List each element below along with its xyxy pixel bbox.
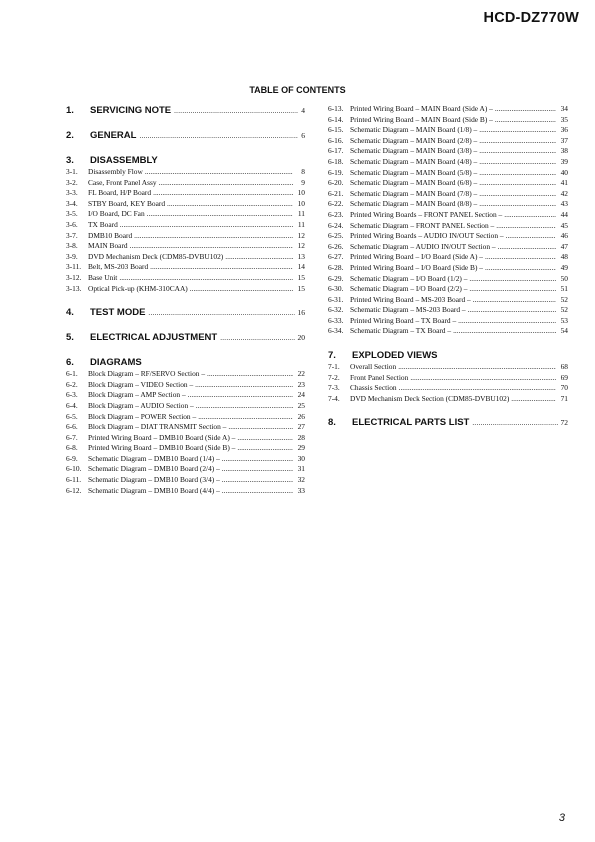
item-page: 69 [560, 372, 568, 382]
item-number: 6-8. [66, 443, 78, 453]
item-page: 42 [560, 188, 568, 198]
item-page: 10 [297, 198, 305, 208]
dot-leader [498, 242, 556, 253]
dot-leader [469, 274, 556, 285]
toc-item[interactable] [66, 199, 305, 210]
item-page: 33 [297, 485, 305, 495]
item-page: 68 [560, 362, 568, 372]
item-label: Schematic Diagram – FRONT PANEL Section – [350, 220, 495, 230]
dot-leader [228, 422, 293, 433]
toc-item[interactable] [66, 412, 305, 423]
dot-leader [174, 105, 298, 118]
toc-item[interactable] [328, 252, 568, 263]
toc-item[interactable] [328, 295, 568, 306]
item-number: 6-9. [66, 453, 78, 463]
item-page: 51 [560, 284, 568, 294]
section-label: DISASSEMBLY [90, 155, 158, 166]
toc-item[interactable] [328, 168, 568, 179]
item-number: 6-6. [66, 422, 78, 432]
dot-leader [190, 284, 293, 295]
toc-item[interactable] [66, 401, 305, 412]
item-label: Schematic Diagram – DMB10 Board (3/4) – [88, 475, 220, 485]
dot-leader [120, 220, 293, 231]
item-label: Printed Wiring Board – TX Board – [350, 315, 457, 325]
item-page: 11 [297, 209, 305, 219]
item-number: 6-30. [328, 284, 344, 294]
item-number: 7-2. [328, 372, 340, 382]
item-number: 6-14. [328, 114, 344, 124]
diagrams-items-right [328, 104, 568, 337]
item-number: 6-33. [328, 315, 344, 325]
item-page: 34 [560, 104, 568, 113]
item-label: Schematic Diagram – MS-203 Board – [350, 305, 466, 315]
dot-leader [150, 262, 293, 273]
dot-leader [134, 231, 293, 242]
dot-leader [506, 231, 556, 242]
toc-item[interactable] [328, 394, 568, 405]
toc-section-general[interactable] [66, 129, 305, 142]
item-number: 6-26. [328, 241, 344, 251]
section-label: SERVICING NOTE [90, 105, 172, 116]
diagrams-items-left [66, 369, 305, 496]
toc-section-electrical-parts-list[interactable] [328, 416, 568, 429]
dot-leader [195, 380, 293, 391]
section-page: 72 [560, 418, 568, 428]
dot-leader [458, 316, 556, 327]
item-number: 6-24. [328, 220, 344, 230]
toc-item[interactable] [328, 199, 568, 210]
toc-item[interactable] [328, 263, 568, 274]
item-number: 6-13. [328, 104, 344, 113]
item-label: Block Diagram – AUDIO Section – [88, 400, 194, 410]
item-label: Printed Wiring Board – DMB10 Board (Side A) – [88, 432, 236, 442]
item-page: 53 [560, 315, 568, 325]
item-label: Block Diagram – RF/SERVO Section – [88, 369, 206, 379]
dot-leader [473, 295, 556, 306]
item-page: 37 [560, 135, 568, 145]
item-number: 3-12. [66, 272, 82, 282]
dot-leader [139, 130, 298, 143]
item-page: 29 [297, 443, 305, 453]
toc-item[interactable] [328, 274, 568, 285]
toc-item[interactable] [328, 305, 568, 316]
item-page: 70 [560, 383, 568, 393]
toc-item[interactable] [328, 210, 568, 221]
toc-item[interactable] [66, 209, 305, 220]
item-label: Optical Pick-up (KHM-310CAA) [88, 283, 188, 293]
item-number: 6-32. [328, 305, 344, 315]
dot-leader [222, 486, 293, 497]
dot-leader [485, 252, 556, 263]
section-label: GENERAL [90, 130, 137, 141]
section-number: 3. [66, 155, 74, 166]
item-page: 35 [560, 114, 568, 124]
item-number: 6-31. [328, 294, 344, 304]
item-label: TX Board [88, 219, 118, 229]
toc-item[interactable] [328, 146, 568, 157]
model-number: HCD-DZ770W [483, 10, 579, 26]
item-number: 6-18. [328, 156, 344, 166]
toc-item[interactable] [66, 284, 305, 295]
item-page: 26 [297, 411, 305, 421]
item-label: Schematic Diagram – TX Board – [350, 326, 452, 336]
dot-leader [198, 412, 293, 423]
item-number: 6-21. [328, 188, 344, 198]
toc-item[interactable] [328, 373, 568, 384]
item-label: Base Unit [88, 272, 118, 282]
dot-leader [398, 362, 556, 373]
item-label: I/O Board, DC Fan [88, 209, 145, 219]
item-label: Schematic Diagram – DMB10 Board (1/4) – [88, 453, 220, 463]
dot-leader [410, 373, 556, 384]
toc-item[interactable] [66, 433, 305, 444]
item-page: 54 [560, 326, 568, 336]
dot-leader [399, 383, 556, 394]
section-page: 4 [301, 106, 305, 115]
section-label: ELECTRICAL PARTS LIST [352, 417, 470, 429]
item-page: 27 [297, 422, 305, 432]
dot-leader [196, 401, 293, 412]
item-number: 6-15. [328, 125, 344, 135]
item-page: 12 [297, 241, 305, 251]
section-number: 5. [66, 332, 74, 344]
item-number: 6-20. [328, 178, 344, 188]
toc-item[interactable] [66, 273, 305, 284]
item-number: 3-3. [66, 188, 78, 198]
item-number: 3-1. [66, 167, 78, 176]
item-number: 3-6. [66, 219, 78, 229]
toc-item[interactable] [66, 475, 305, 486]
toc-section-diagrams[interactable] [66, 356, 305, 369]
item-number: 6-34. [328, 326, 344, 336]
toc-item[interactable] [66, 252, 305, 263]
item-page: 45 [560, 220, 568, 230]
toc-item[interactable] [66, 422, 305, 433]
item-number: 6-7. [66, 432, 78, 442]
dot-leader [511, 394, 556, 405]
item-page: 47 [560, 241, 568, 251]
item-page: 41 [560, 178, 568, 188]
item-page: 40 [560, 167, 568, 177]
dot-leader [159, 178, 293, 189]
toc-item[interactable] [66, 390, 305, 401]
dot-leader [495, 115, 556, 126]
item-number: 3-13. [66, 283, 82, 293]
item-number: 7-4. [328, 393, 340, 403]
toc-item[interactable] [66, 369, 305, 380]
item-label: Block Diagram – VIDEO Section – [88, 379, 194, 389]
section-number: 6. [66, 357, 74, 369]
toc-item[interactable] [328, 362, 568, 373]
toc-item[interactable] [328, 231, 568, 242]
item-page: 50 [560, 273, 568, 283]
item-number: 6-5. [66, 411, 78, 421]
item-label: Printed Wiring Board – MAIN Board (Side B) – [350, 114, 493, 124]
toc-section-disassembly[interactable] [66, 154, 305, 167]
item-number: 3-9. [66, 251, 78, 261]
dot-leader [479, 136, 556, 147]
item-page: 52 [560, 294, 568, 304]
toc-item[interactable] [328, 157, 568, 168]
dot-leader [237, 443, 293, 454]
item-label: Printed Wiring Board – I/O Board (Side B) – [350, 262, 483, 272]
dot-leader [153, 188, 293, 199]
section-label: ELECTRICAL ADJUSTMENT [90, 332, 218, 344]
item-label: Schematic Diagram – MAIN Board (4/8) – [350, 156, 478, 166]
item-number: 6-16. [328, 135, 344, 145]
item-page: 11 [297, 219, 305, 229]
page-number: 3 [558, 812, 565, 824]
item-number: 6-19. [328, 167, 344, 177]
item-number: 3-11. [66, 262, 82, 272]
dot-leader [220, 332, 294, 345]
dot-leader [485, 263, 556, 274]
toc-section-exploded-views[interactable] [328, 349, 568, 362]
toc-item[interactable] [328, 125, 568, 136]
item-label: Overall Section [350, 362, 397, 372]
dot-leader [145, 167, 293, 178]
item-number: 6-28. [328, 262, 344, 272]
dot-leader [222, 454, 293, 465]
dot-leader [479, 125, 556, 136]
item-label: Printed Wiring Board – DMB10 Board (Side B) – [88, 443, 236, 453]
item-label: STBY Board, KEY Board [88, 198, 166, 208]
item-number: 6-2. [66, 379, 78, 389]
item-label: Chassis Section [350, 383, 397, 393]
item-page: 14 [297, 262, 305, 272]
item-page: 30 [297, 453, 305, 463]
item-label: Printed Wiring Board – MS-203 Board – [350, 294, 471, 304]
dot-leader [237, 433, 293, 444]
toc-item[interactable] [66, 178, 305, 189]
item-number: 6-3. [66, 390, 78, 400]
dot-leader [468, 305, 556, 316]
toc-item[interactable] [328, 383, 568, 394]
toc-item[interactable] [66, 231, 305, 242]
toc-right-column [328, 104, 568, 429]
item-label: Printed Wiring Boards – AUDIO IN/OUT Section – [350, 231, 504, 241]
toc-item[interactable] [66, 241, 305, 252]
dot-leader [148, 307, 294, 320]
item-page: 8 [301, 167, 305, 176]
toc-item[interactable] [66, 464, 305, 475]
toc-item[interactable] [328, 136, 568, 147]
toc-item[interactable] [66, 262, 305, 273]
section-page: 16 [297, 308, 305, 318]
toc-item[interactable] [328, 115, 568, 126]
exploded-views-items [328, 362, 568, 404]
dot-leader [479, 146, 556, 157]
toc-item[interactable] [328, 189, 568, 200]
toc-section-servicing-note[interactable] [66, 104, 305, 117]
item-page: 36 [560, 125, 568, 135]
item-label: Block Diagram – DIAT TRANSMIT Section – [88, 422, 227, 432]
item-number: 6-25. [328, 231, 344, 241]
item-page: 31 [297, 464, 305, 474]
section-page: 20 [297, 333, 305, 343]
item-page: 38 [560, 146, 568, 156]
item-label: Belt, MS-203 Board [88, 262, 149, 272]
item-label: Printed Wiring Boards – FRONT PANEL Section – [350, 209, 503, 219]
item-number: 6-23. [328, 209, 344, 219]
item-page: 48 [560, 252, 568, 262]
item-page: 46 [560, 231, 568, 241]
item-number: 7-3. [328, 383, 340, 393]
item-label: Schematic Diagram – I/O Board (2/2) – [350, 284, 468, 294]
item-page: 32 [297, 475, 305, 485]
toc-item[interactable] [328, 221, 568, 232]
item-page: 28 [297, 432, 305, 442]
item-number: 7-1. [328, 362, 340, 372]
item-label: Schematic Diagram – MAIN Board (2/8) – [350, 135, 478, 145]
item-number: 6-22. [328, 199, 344, 209]
item-number: 3-7. [66, 230, 78, 240]
section-label: TEST MODE [90, 307, 146, 319]
item-page: 13 [297, 251, 305, 261]
disassembly-items [66, 167, 305, 294]
toc-item[interactable] [66, 443, 305, 454]
section-number: 8. [328, 417, 336, 429]
item-label: Schematic Diagram – AUDIO IN/OUT Section – [350, 241, 496, 251]
section-number: 1. [66, 105, 74, 116]
item-number: 3-2. [66, 177, 78, 187]
item-number: 6-12. [66, 485, 82, 495]
dot-leader [167, 199, 293, 210]
toc-item[interactable] [328, 104, 568, 115]
item-page: 24 [297, 390, 305, 400]
item-label: Front Panel Section [350, 372, 409, 382]
toc-item[interactable] [66, 167, 305, 178]
dot-leader [479, 157, 556, 168]
dot-leader [479, 189, 556, 200]
toc-section-electrical-adjustment[interactable] [66, 331, 305, 344]
item-page: 43 [560, 199, 568, 209]
item-page: 9 [301, 177, 305, 187]
toc-item[interactable] [328, 316, 568, 327]
dot-leader [207, 369, 293, 380]
toc-left-column [66, 104, 305, 496]
item-label: Schematic Diagram – DMB10 Board (2/4) – [88, 464, 220, 474]
toc-section-test-mode[interactable] [66, 306, 305, 319]
item-label: Schematic Diagram – MAIN Board (8/8) – [350, 199, 478, 209]
dot-leader [495, 104, 556, 115]
item-number: 6-4. [66, 400, 78, 410]
item-label: DVD Mechanism Deck (CDM85-DVBU102) [88, 251, 224, 261]
dot-leader [479, 178, 556, 189]
toc-item[interactable] [66, 188, 305, 199]
item-page: 52 [560, 305, 568, 315]
item-label: DVD Mechanism Deck Section (CDM85-DVBU102) [350, 393, 510, 403]
toc-item[interactable] [66, 380, 305, 391]
item-label: MAIN Board [88, 241, 128, 251]
toc-title: TABLE OF CONTENTS [249, 85, 346, 95]
dot-leader [130, 241, 293, 252]
item-label: DMB10 Board [88, 230, 133, 240]
item-page: 15 [297, 272, 305, 282]
toc-item[interactable] [66, 454, 305, 465]
section-number: 4. [66, 307, 74, 319]
item-label: Schematic Diagram – MAIN Board (5/8) – [350, 167, 478, 177]
item-page: 71 [560, 393, 568, 403]
item-label: Schematic Diagram – I/O Board (1/2) – [350, 273, 468, 283]
dot-leader [222, 464, 293, 475]
item-page: 15 [297, 283, 305, 293]
toc-item[interactable] [328, 242, 568, 253]
item-label: Schematic Diagram – MAIN Board (6/8) – [350, 178, 478, 188]
item-label: Printed Wiring Board – MAIN Board (Side A) – [350, 104, 493, 113]
item-page: 12 [297, 230, 305, 240]
dot-leader [119, 273, 293, 284]
section-page: 6 [301, 131, 305, 140]
item-label: Block Diagram – POWER Section – [88, 411, 197, 421]
item-page: 22 [297, 369, 305, 379]
item-page: 25 [297, 400, 305, 410]
dot-leader [504, 210, 556, 221]
item-number: 6-11. [66, 475, 82, 485]
toc-item[interactable] [66, 486, 305, 497]
dot-leader [188, 390, 293, 401]
item-page: 10 [297, 188, 305, 198]
item-number: 6-10. [66, 464, 82, 474]
item-label: Schematic Diagram – MAIN Board (7/8) – [350, 188, 478, 198]
item-label: Schematic Diagram – DMB10 Board (4/4) – [88, 485, 220, 495]
item-number: 3-8. [66, 241, 78, 251]
item-number: 6-1. [66, 369, 78, 379]
dot-leader [469, 284, 556, 295]
item-page: 49 [560, 262, 568, 272]
dot-leader [222, 475, 293, 486]
section-label: EXPLODED VIEWS [352, 350, 438, 362]
toc-item[interactable] [328, 178, 568, 189]
item-label: Case, Front Panel Assy [88, 177, 157, 187]
item-number: 6-17. [328, 146, 344, 156]
item-number: 6-27. [328, 252, 344, 262]
toc-item[interactable] [328, 284, 568, 295]
dot-leader [479, 199, 556, 210]
item-number: 3-4. [66, 198, 78, 208]
dot-leader [479, 168, 556, 179]
item-page: 23 [297, 379, 305, 389]
section-number: 2. [66, 130, 74, 141]
dot-leader [225, 252, 293, 263]
item-number: 3-5. [66, 209, 78, 219]
item-page: 39 [560, 156, 568, 166]
dot-leader [496, 221, 556, 232]
section-number: 7. [328, 350, 336, 362]
item-label: FL Board, H/P Board [88, 188, 152, 198]
dot-leader [453, 326, 556, 337]
dot-leader [147, 209, 293, 220]
item-label: Schematic Diagram – MAIN Board (3/8) – [350, 146, 478, 156]
item-label: Block Diagram – AMP Section – [88, 390, 186, 400]
item-page: 44 [560, 209, 568, 219]
toc-item[interactable] [328, 326, 568, 337]
item-number: 6-29. [328, 273, 344, 283]
item-label: Printed Wiring Board – I/O Board (Side A) – [350, 252, 483, 262]
item-label: Schematic Diagram – MAIN Board (1/8) – [350, 125, 478, 135]
section-label: DIAGRAMS [90, 357, 142, 369]
item-label: Disassembly Flow [88, 167, 143, 176]
toc-item[interactable] [66, 220, 305, 231]
dot-leader [472, 417, 557, 430]
